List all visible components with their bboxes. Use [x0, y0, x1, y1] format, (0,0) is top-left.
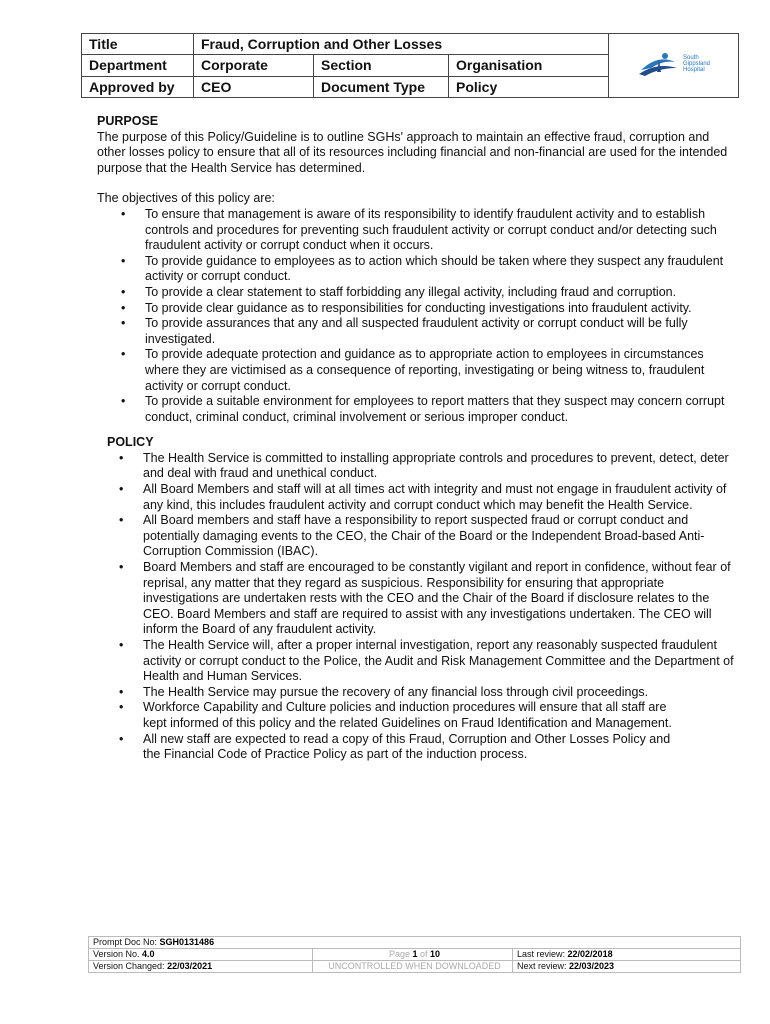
document-header-table: [81, 33, 739, 98]
version-number: Version No. 4.0: [89, 949, 313, 961]
policy-list: [97, 451, 737, 716]
uncontrolled-notice: UNCONTROLLED WHEN DOWNLOADED: [313, 961, 513, 973]
hospital-logo-text: South Gippsland Hospital: [682, 55, 711, 73]
document-body: [97, 114, 737, 763]
policy-item: • Board Members and staff are encouraged to be constantly vigilant and report in confidence, without fear of reprisal, any matter that they regard as suspicious. Responsibility for ensuring that appropriate investigations are undertaken rests with the CEO and the Chair of the Board if disclosure relates to the CEO. Board Members and staff are required to assist with any investigations undertaken. The CEO will inform the Board of any fraudulent activity.: [97, 560, 737, 638]
version-changed: Version Changed: 22/03/2021: [89, 961, 313, 973]
policy-item: • All Board members and staff have a responsibility to report suspected fraud or corrupt conduct and potentially damaging events to the CEO, the Chair of the Board or the Independent Broad-based Anti-Corruption Commission (IBAC).: [97, 513, 737, 560]
document-type-value: Policy: [449, 76, 609, 97]
organisation-logo-cell: [609, 34, 739, 98]
department-value: Corporate: [194, 55, 314, 76]
policy-workforce-continued: kept informed of this policy and the related Guidelines on Fraud Identification and Management.: [143, 715, 672, 730]
title-value: Fraud, Corruption and Other Losses: [194, 34, 609, 55]
approved-by-value: CEO: [194, 76, 314, 97]
policy-item: • The Health Service will, after a proper internal investigation, report any reasonably suspected fraudulent activity or corrupt conduct to the Police, the Audit and Risk Management Committee and the Department of Health and Human Services.: [97, 638, 737, 685]
department-label: Department: [82, 55, 194, 76]
last-review: Last review: 22/02/2018: [513, 949, 741, 961]
organisation-label: Organisation: [449, 55, 609, 76]
prompt-doc-number: Prompt Doc No: SGH0131486: [89, 937, 741, 949]
document-type-label: Document Type: [314, 76, 449, 97]
document-footer: [88, 936, 741, 973]
policy-item-new-staff: • All new staff are expected to read a copy of this Fraud, Corruption and Other Losses Policy and: [97, 732, 737, 748]
objective-item: • To provide a clear statement to staff forbidding any illegal activity, including fraud and corruption.: [97, 285, 737, 301]
policy-section: [97, 435, 737, 762]
purpose-heading: PURPOSE: [97, 114, 159, 128]
objectives-intro: The objectives of this policy are:: [97, 191, 275, 206]
objective-item: • To ensure that management is aware of its responsibility to identify fraudulent activity and to establish controls and procedures for preventing such fraudulent activity or corrupt conduct and/or detecting such fraudulent activity or corrupt conduct when it occurs.: [97, 207, 737, 254]
policy-item-workforce: • Workforce Capability and Culture policies and induction procedures will ensure that all staff are: [97, 700, 737, 716]
objective-item: • To provide assurances that any and all suspected fraudulent activity or corrupt conduct will be fully investigated.: [97, 316, 737, 347]
hospital-logo-icon: [637, 48, 679, 80]
title-label: Title: [82, 34, 194, 55]
policy-heading: POLICY: [107, 435, 154, 450]
section-label: Section: [314, 55, 449, 76]
approved-by-label: Approved by: [82, 76, 194, 97]
policy-new-staff-continued: the Financial Code of Practice Policy as part of the induction process.: [143, 747, 528, 762]
policy-item: • The Health Service is committed to installing appropriate controls and procedures to prevent, detect, deter and deal with fraud and unethical conduct.: [97, 451, 737, 482]
policy-item: • The Health Service may pursue the recovery of any financial loss through civil proceedings.: [97, 685, 737, 701]
page-indicator: Page 1 of 10: [313, 949, 513, 961]
objective-item: • To provide guidance to employees as to action which should be taken where they suspect any fraudulent activity or corrupt conduct.: [97, 254, 737, 285]
objective-item: • To provide adequate protection and guidance as to appropriate action to employees in circumstances where they are victimised as a consequence of reporting, investigating or being witness to, fraudulent activity or corrupt conduct.: [97, 347, 737, 394]
next-review: Next review: 22/03/2023: [513, 961, 741, 973]
hospital-logo: [637, 48, 710, 80]
objectives-list: [97, 207, 737, 425]
objective-item: • To provide clear guidance as to responsibilities for conducting investigations into fraudulent activity.: [97, 301, 737, 317]
objective-item: • To provide a suitable environment for employees to report matters that they suspect may concern corrupt conduct, criminal conduct, criminal involvement or serious improper conduct.: [97, 394, 737, 425]
policy-item: • All Board Members and staff will at all times act with integrity and must not engage in fraudulent activity of any kind, this includes fraudulent activity and corrupt conduct which may benefit the Health Service.: [97, 482, 737, 513]
purpose-text: The purpose of this Policy/Guideline is to outline SGHs' approach to maintain an effective fraud, corruption and other losses policy to ensure that all of its resources including financial and non-financial are used for the intended purpose that the Health Service has determined.: [97, 129, 728, 175]
